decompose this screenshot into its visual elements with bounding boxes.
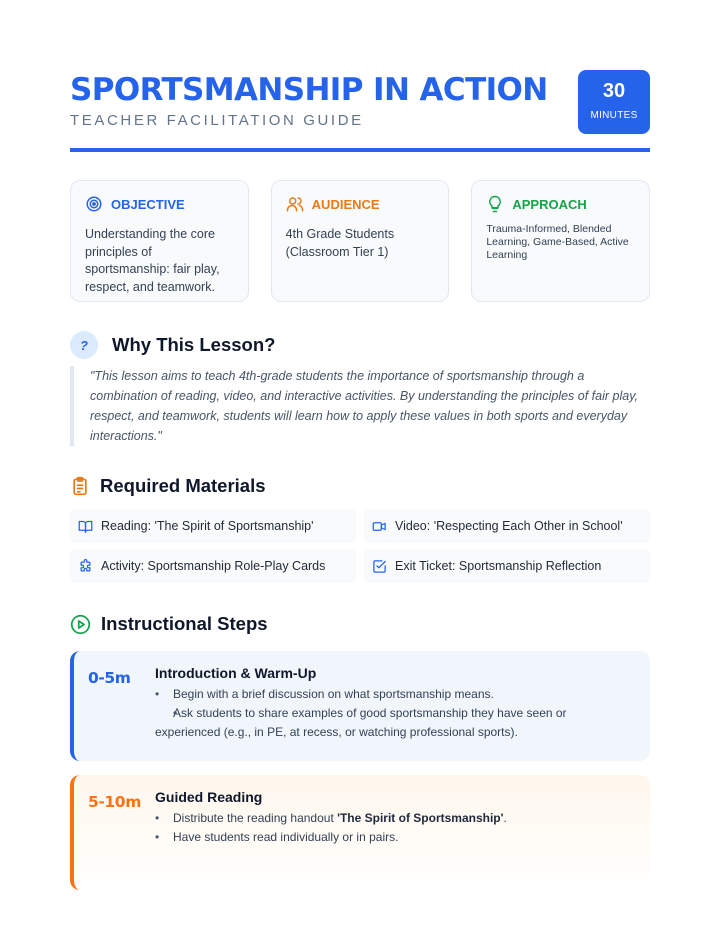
play-circle-icon [70,614,91,635]
material-item-reading [70,509,356,543]
step-time: 5-10m [88,793,141,811]
why-section-title [70,331,275,359]
steps-title: Instructional Steps [101,613,268,634]
step-bullet: • Distribute the reading handout 'The Spirit of Sportsmanship'. [155,809,634,828]
duration-badge [578,70,650,134]
approach-card [471,180,650,302]
reading-title-bold: 'The Spirit of Sportsmanship' [337,811,504,825]
target-icon [85,195,103,213]
step-bullet: • Ask students to share examples of good sportsmanship they have seen or experienced (e.g., in PE, at recess, or watching professional sports). [155,704,634,742]
material-item-video [364,509,650,543]
checkbox-icon [372,559,387,574]
book-icon [78,519,93,534]
puzzle-icon [78,559,93,574]
audience-label: AUDIENCE [311,196,380,212]
step-bullet: • Begin with a brief discussion on what sportsmanship means. [155,685,634,704]
objective-text: Understanding the core principles of sportsmanship: fair play, respect, and teamwork. [85,227,220,294]
steps-section-title [70,613,268,635]
step-title: Guided Reading [155,789,263,805]
material-item-activity [70,549,356,583]
material-label: Exit Ticket: Sportsmanship Reflection [395,559,602,573]
question-icon: ? [70,331,98,359]
step-bullets [155,809,634,847]
info-cards [70,180,650,302]
materials-title: Required Materials [100,475,266,496]
step-time: 0-5m [88,669,131,687]
step-bullet: • Have students read individually or in pairs. [155,828,634,847]
objective-label: OBJECTIVE [111,196,185,212]
approach-label: APPROACH [512,196,587,212]
duration-value: 30 [602,80,626,102]
page-title: SPORTSMANSHIP IN ACTION [70,72,548,108]
page-subtitle: TEACHER FACILITATION GUIDE [70,112,364,129]
objective-card [70,180,249,302]
why-title: Why This Lesson? [112,334,276,355]
materials-list [70,509,650,583]
step-title: Introduction & Warm-Up [155,665,317,681]
users-icon [286,195,304,213]
video-icon [372,519,387,534]
approach-text: Trauma-Informed, Blended Learning, Game-Based, Active Learning [486,223,629,261]
lightbulb-icon [486,195,504,213]
material-label: Reading: 'The Spirit of Sportsmanship' [101,519,314,533]
material-item-exit-ticket [364,549,650,583]
audience-text: 4th Grade Students (Classroom Tier 1) [285,227,395,259]
audience-card [271,180,450,302]
material-label: Video: 'Respecting Each Other in School' [395,519,623,533]
step-card-2 [70,775,650,890]
duration-unit: MINUTES [590,110,638,121]
header [70,70,650,152]
step-bullets [155,685,634,742]
clipboard-icon [70,475,90,497]
material-label: Activity: Sportsmanship Role-Play Cards [101,559,326,573]
step-card-1 [70,651,650,761]
materials-section-title [70,475,266,497]
why-quote: "This lesson aims to teach 4th-grade students the importance of sportsmanship through a combination of reading, video, and interactive activities. By understanding the principles of fair play, respect, and teamwork, students will learn how to apply these values in both sports and everyday interactions." [70,366,650,446]
